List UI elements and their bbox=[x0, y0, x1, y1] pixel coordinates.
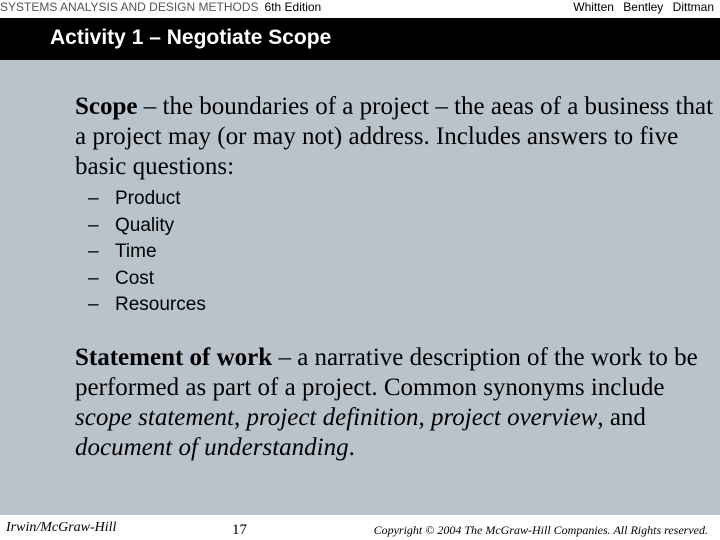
list-item-label: Time bbox=[115, 241, 157, 262]
scope-questions-list bbox=[88, 186, 206, 319]
separator: , bbox=[233, 404, 247, 431]
author-name: Dittman bbox=[672, 0, 714, 14]
statement-term: Statement of work bbox=[75, 344, 273, 371]
statement-paragraph bbox=[75, 343, 715, 463]
title-bar bbox=[0, 18, 720, 60]
bullet-dash: – bbox=[88, 214, 99, 236]
list-item bbox=[88, 213, 206, 240]
list-item-label: Product bbox=[115, 188, 181, 209]
bullet-dash: – bbox=[88, 241, 99, 262]
scope-definition: – the boundaries of a project – the aeas of a business that a project may (or may not) address. Includes answers to five basic questions: bbox=[75, 93, 714, 180]
slide-footer bbox=[0, 515, 720, 540]
copyright: Copyright © 2004 The McGraw-Hill Companies. All Rights reserved. bbox=[373, 523, 708, 537]
list-item-label: Cost bbox=[115, 267, 155, 289]
author-name: Bentley bbox=[623, 0, 664, 14]
list-item bbox=[88, 239, 206, 266]
list-item bbox=[88, 266, 206, 293]
list-item-label: Resources bbox=[115, 294, 206, 315]
synonym-scope-statement: scope statement bbox=[75, 404, 234, 431]
slide-header bbox=[0, 0, 720, 14]
edition-label: 6th Edition bbox=[264, 0, 322, 14]
author-name: Whitten bbox=[573, 0, 614, 14]
separator: , and bbox=[597, 404, 646, 431]
bullet-dash: – bbox=[88, 188, 99, 209]
bullet-dash: – bbox=[88, 294, 99, 315]
synonym-project-overview: project overview bbox=[430, 404, 598, 431]
statement-text: – a narrative description of the work to be performed as part of a project. Common synonyms include bbox=[75, 344, 698, 401]
scope-term: Scope bbox=[75, 93, 138, 120]
list-item-label: Quality bbox=[115, 214, 175, 236]
scope-paragraph bbox=[75, 92, 715, 182]
slide-title: Activity 1 – Negotiate Scope bbox=[50, 26, 332, 49]
synonym-document-of-understanding: document of understanding bbox=[75, 434, 349, 461]
separator: , bbox=[418, 404, 431, 431]
publisher: Irwin/McGraw-Hill bbox=[6, 520, 117, 535]
page-number: 17 bbox=[232, 522, 247, 538]
bullet-dash: – bbox=[88, 267, 99, 289]
period: . bbox=[348, 434, 355, 461]
book-title-line bbox=[0, 0, 321, 14]
slide-content bbox=[0, 60, 720, 515]
authors bbox=[567, 0, 714, 14]
book-title: SYSTEMS ANALYSIS AND DESIGN METHODS bbox=[0, 0, 259, 14]
list-item bbox=[88, 292, 206, 319]
list-item bbox=[88, 186, 206, 213]
synonym-project-definition: project definition bbox=[246, 404, 419, 431]
